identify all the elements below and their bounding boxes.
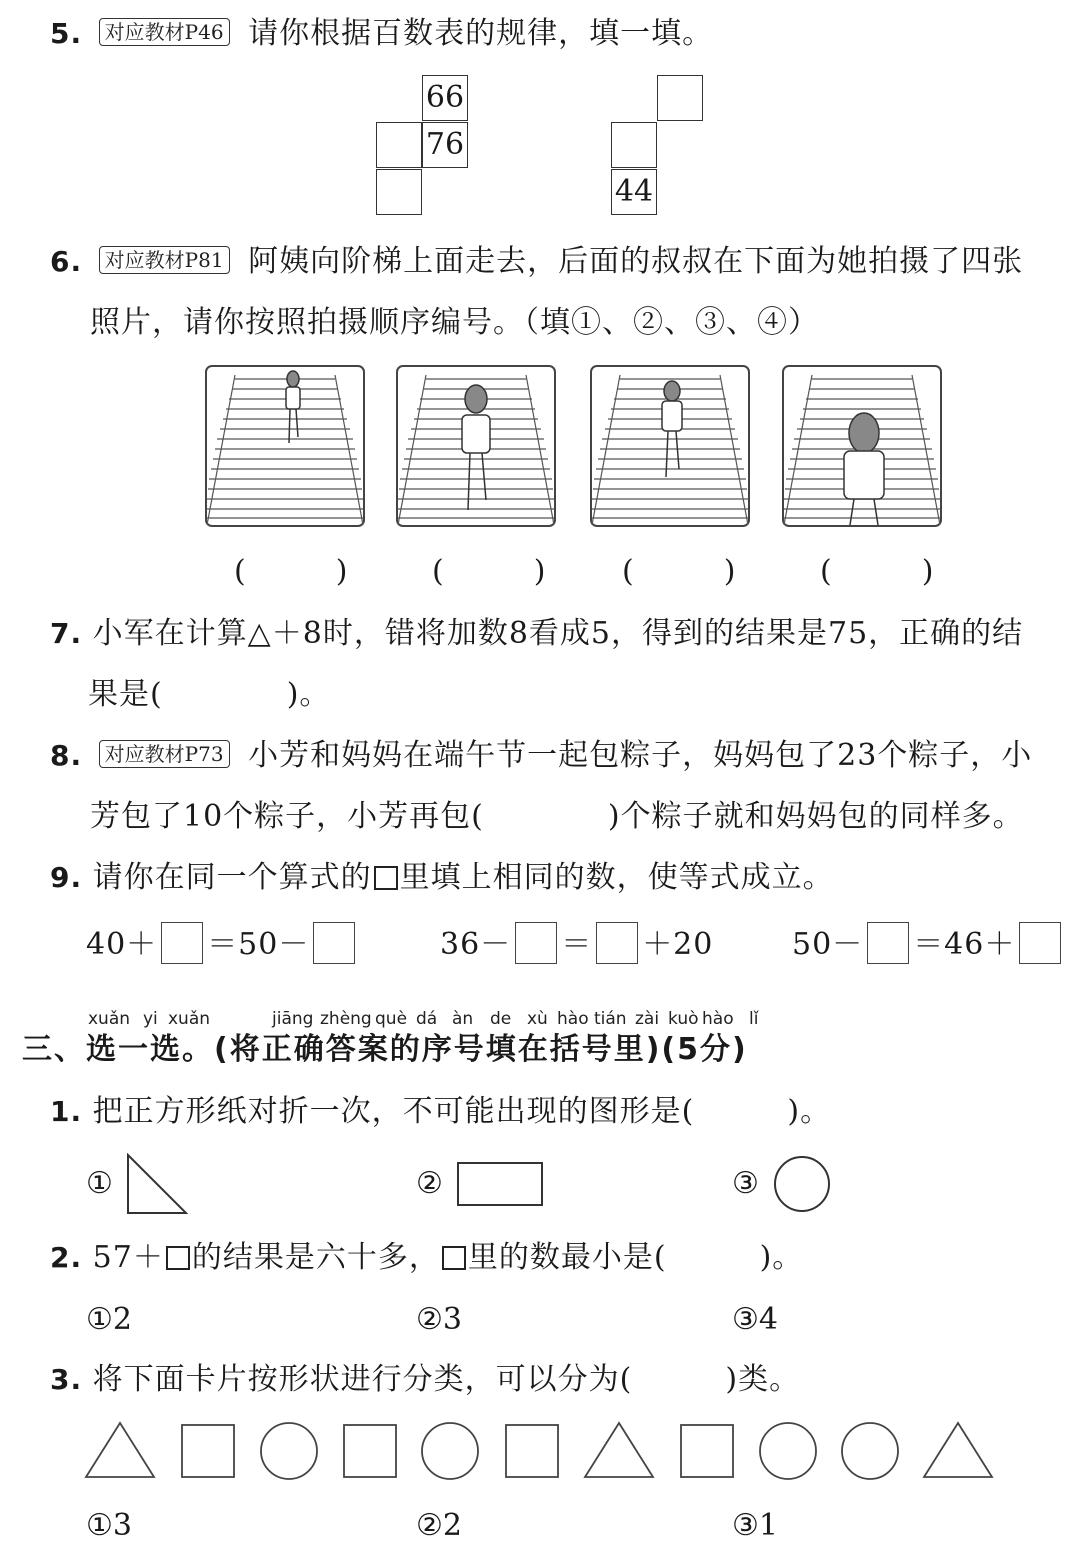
answer-paren-1[interactable]: ( ) — [234, 554, 348, 589]
grid-cell-blank[interactable] — [376, 122, 422, 168]
answer-box[interactable] — [867, 922, 909, 964]
s3q1-number: 1. — [50, 1095, 83, 1128]
s3q3-line — [50, 1360, 800, 1400]
eq2-part-a: 36－ — [440, 927, 512, 962]
eq2-part-c: ＋20 — [642, 927, 714, 962]
s3q2-option-1[interactable]: ①2 — [86, 1302, 132, 1337]
triangle-card — [86, 1423, 154, 1477]
q5-number: 5. — [50, 17, 83, 50]
answer-box[interactable] — [596, 922, 638, 964]
q9-text-b: 里填上相同的数，使等式成立。 — [399, 860, 834, 895]
square-card — [344, 1425, 396, 1477]
s3q2-text-a: 57＋ — [92, 1240, 164, 1275]
stair-photo-4 — [782, 365, 942, 527]
s3q2-line — [50, 1238, 803, 1278]
q5-textbook-tag: 对应教材P46 — [99, 18, 230, 46]
stair-photo-3 — [590, 365, 750, 527]
s3q3-option-1[interactable]: ①3 — [86, 1508, 132, 1543]
q8-number: 8. — [50, 739, 83, 772]
equation-2 — [440, 922, 713, 965]
q7-number: 7. — [50, 617, 83, 650]
option-label: ② — [416, 1166, 443, 1201]
pinyin: zhèng — [320, 1009, 372, 1029]
pinyin: àn — [452, 1009, 474, 1029]
q6-text-line1: 阿姨向阶梯上面走去，后面的叔叔在下面为她拍摄了四张 — [248, 244, 1024, 279]
pinyin: què — [375, 1009, 408, 1029]
section-3-title: 三、选一选。(将正确答案的序号填在括号里)(5分) — [22, 1032, 748, 1067]
stair-photo-1 — [205, 365, 365, 527]
eq3-part-a: 50－ — [792, 927, 864, 962]
q8-line1 — [50, 736, 1032, 776]
pinyin: xuǎn — [88, 1009, 131, 1029]
grid-cell-66: 66 — [422, 75, 468, 121]
q6-text-line2: 照片，请你按照拍摄顺序编号。（填①、②、③、④） — [90, 305, 819, 340]
rectangle-icon — [457, 1162, 543, 1206]
s3q2-option-3[interactable]: ③4 — [732, 1302, 778, 1337]
q6-line1 — [50, 242, 1023, 282]
circle-card — [261, 1423, 317, 1479]
stair-photo-2 — [396, 365, 556, 527]
grid-cell-blank[interactable] — [611, 122, 657, 168]
triangle-card — [585, 1423, 653, 1477]
s3q3-number: 3. — [50, 1363, 83, 1396]
eq1-part-a: 40＋ — [86, 927, 158, 962]
q7-text-line1: 小军在计算△＋8时，错将加数8看成5，得到的结果是75，正确的结 — [92, 616, 1024, 651]
answer-box[interactable] — [161, 922, 203, 964]
eq1-part-b: ＝50－ — [207, 927, 310, 962]
pinyin: tián — [594, 1009, 627, 1029]
eq3-part-b: ＝46＋ — [913, 927, 1016, 962]
s3q1-line — [50, 1092, 831, 1132]
grid-cell-blank[interactable] — [376, 169, 422, 215]
pinyin: hào — [702, 1009, 734, 1029]
grid-cell-blank[interactable] — [657, 75, 703, 121]
q8-text-line1: 小芳和妈妈在端午节一起包粽子，妈妈包了23个粽子，小 — [248, 738, 1033, 773]
answer-box[interactable] — [313, 922, 355, 964]
square-box-icon — [166, 1246, 190, 1270]
q8-textbook-tag: 对应教材P73 — [99, 740, 230, 768]
q6-textbook-tag: 对应教材P81 — [99, 246, 230, 274]
grid-cell-76: 76 — [422, 122, 468, 168]
s3q2-text-c: 里的数最小是( )。 — [467, 1240, 804, 1275]
q9-text-a: 请你在同一个算式的 — [92, 860, 372, 895]
option-label: ③ — [732, 1166, 759, 1201]
pinyin: xuǎn — [168, 1009, 211, 1029]
s3q3-option-3[interactable]: ③1 — [732, 1508, 778, 1543]
eq2-part-b: ＝ — [561, 927, 593, 962]
option-label: ① — [86, 1166, 113, 1201]
pinyin: jiāng — [272, 1009, 314, 1029]
triangle-card — [924, 1423, 992, 1477]
s3q3-text: 将下面卡片按形状进行分类，可以分为( )类。 — [92, 1362, 801, 1397]
circle-icon — [773, 1155, 831, 1213]
s3q2-text-b: 的结果是六十多， — [191, 1240, 440, 1275]
s3q2-option-2[interactable]: ②3 — [416, 1302, 462, 1337]
q8-text-line2: 芳包了10个粽子，小芳再包( )个粽子就和妈妈包的同样多。 — [90, 799, 1024, 834]
equation-3 — [792, 922, 1065, 965]
square-card — [182, 1425, 234, 1477]
pinyin: zài — [635, 1009, 660, 1029]
circle-card — [422, 1423, 478, 1479]
pinyin: hào — [557, 1009, 589, 1029]
q9-number: 9. — [50, 861, 83, 894]
square-card — [681, 1425, 733, 1477]
q6-number: 6. — [50, 245, 83, 278]
right-triangle-icon — [126, 1153, 188, 1215]
square-card — [506, 1425, 558, 1477]
answer-paren-3[interactable]: ( ) — [622, 554, 736, 589]
answer-box[interactable] — [515, 922, 557, 964]
shape-cards — [84, 1420, 996, 1480]
s3q1-option-2[interactable] — [416, 1164, 443, 1204]
grid-cell-44: 44 — [611, 169, 657, 215]
circle-card — [760, 1423, 816, 1479]
s3q2-number: 2. — [50, 1241, 83, 1274]
s3q1-option-1[interactable] — [86, 1164, 113, 1204]
s3q1-option-3[interactable] — [732, 1164, 759, 1204]
q7-line1 — [50, 614, 1023, 654]
pinyin: dá — [416, 1009, 438, 1029]
q5-text: 请你根据百数表的规律，填一填。 — [248, 16, 714, 51]
pinyin: lǐ — [749, 1009, 759, 1029]
circle-card — [842, 1423, 898, 1479]
pinyin: de — [490, 1009, 512, 1029]
pinyin: kuò — [668, 1009, 699, 1029]
equation-1 — [86, 922, 359, 965]
q7-text-line2: 果是( )。 — [88, 677, 331, 712]
square-box-icon — [442, 1246, 466, 1270]
square-box-icon — [374, 866, 398, 890]
answer-paren-2[interactable]: ( ) — [432, 554, 546, 589]
answer-box[interactable] — [1019, 922, 1061, 964]
answer-paren-4[interactable]: ( ) — [820, 554, 934, 589]
pinyin: xù — [527, 1009, 548, 1029]
s3q3-option-2[interactable]: ②2 — [416, 1508, 462, 1543]
q5-line — [50, 14, 713, 54]
pinyin: yi — [143, 1009, 158, 1029]
s3q1-text: 把正方形纸对折一次，不可能出现的图形是( )。 — [92, 1094, 832, 1129]
q9-line — [50, 858, 834, 898]
